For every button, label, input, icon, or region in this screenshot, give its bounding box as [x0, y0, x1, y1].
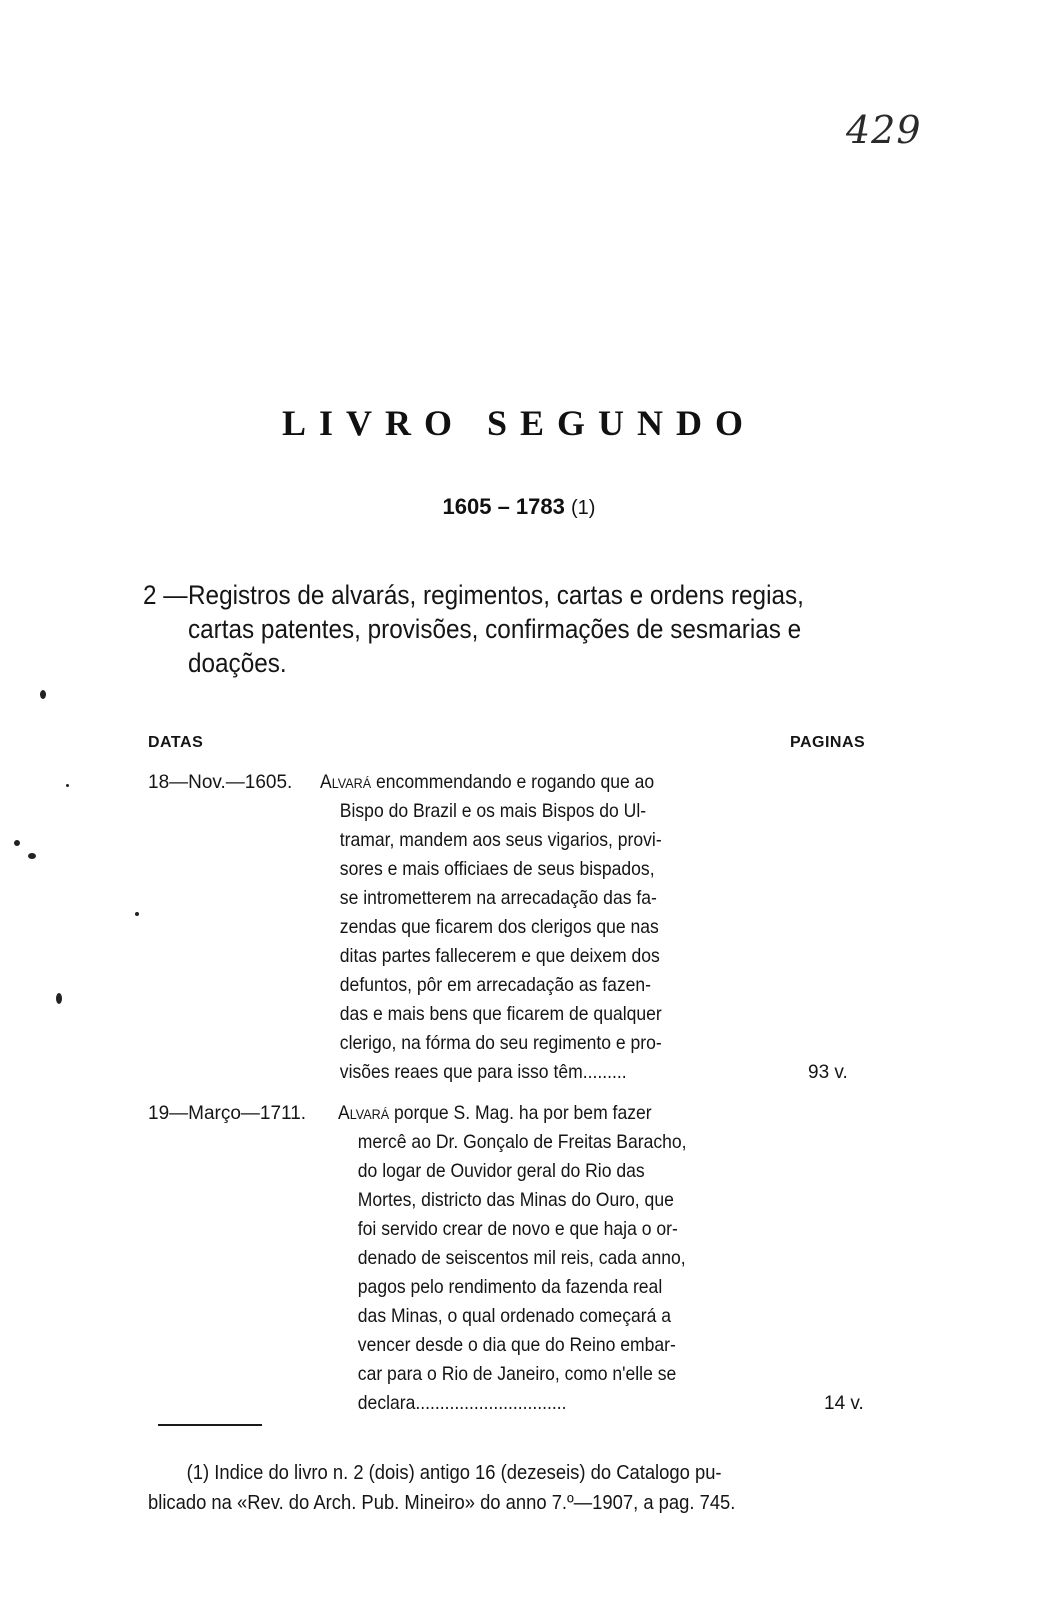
entry-line: das e mais bens que ficarem de qualquer	[339, 1003, 662, 1025]
section-heading-line: cartas patentes, provisões, confirmações de sesmarias e	[188, 614, 802, 644]
scan-speck	[28, 853, 36, 859]
entry-text	[338, 1099, 687, 1418]
footnote-divider	[158, 1424, 262, 1426]
entry-line: declara...............................	[357, 1392, 567, 1414]
scan-speck	[66, 784, 69, 787]
entry-line: denado de seiscentos mil reis, cada anno,	[357, 1247, 686, 1269]
entry-line: pagos pelo rendimento da fazenda real	[357, 1276, 663, 1298]
entry-line: foi servido crear de novo e que haja o or-	[357, 1218, 678, 1240]
column-header-pages: PAGINAS	[790, 734, 866, 751]
entry-line: Mortes, districto das Minas do Ouro, que	[357, 1189, 674, 1211]
entry-line: sores e mais officiaes de seus bispados,	[339, 858, 655, 880]
scan-speck	[14, 840, 20, 846]
entry-line: defuntos, pôr em arrecadação as fazen-	[339, 974, 652, 996]
entry-date: 18—Nov.—1605.	[148, 772, 293, 793]
entry-line: car para o Rio de Janeiro, como n'elle se	[357, 1363, 677, 1385]
scan-speck	[40, 690, 46, 699]
entry-line: vencer desde o dia que do Reino embar-	[357, 1334, 676, 1356]
entry-line: mercê ao Dr. Gonçalo de Freitas Baracho,	[357, 1131, 687, 1153]
entry-text	[320, 768, 662, 1087]
entry-line: visões reaes que para isso têm.........	[339, 1061, 627, 1083]
entry-page: 14 v.	[824, 1393, 864, 1414]
entry-line: Bispo do Brazil e os mais Bispos do Ul-	[339, 800, 647, 822]
footnote-line: (1) Indice do livro n. 2 (dois) antigo 16 (dezeseis) do Catalogo pu-	[186, 1462, 722, 1484]
date-range-years: 1605 – 1783	[442, 494, 565, 519]
entry-page: 93 v.	[808, 1062, 848, 1083]
scan-speck	[56, 993, 62, 1004]
column-header-dates: DATAS	[148, 734, 204, 751]
footnote-reference: (1)	[571, 497, 596, 519]
date-range	[0, 494, 1038, 520]
entry-line: se intrometterem na arrecadação das fa-	[339, 887, 657, 909]
section-heading	[143, 578, 875, 680]
scan-speck	[135, 912, 139, 916]
entry-line: ditas partes fallecerem e que deixem dos	[339, 945, 660, 967]
section-heading-line: Registros de alvarás, regimentos, cartas e ordens regias,	[188, 580, 804, 610]
entry-line: tramar, mandem aos seus vigarios, provi-	[339, 829, 662, 851]
entry-line: zendas que ficarem dos clerigos que nas	[339, 916, 659, 938]
entry-line: das Minas, o qual ordenado começará a	[357, 1305, 671, 1327]
entry-date: 19—Março—1711.	[148, 1103, 307, 1124]
entry-line: clerigo, na fórma do seu regimento e pro-	[339, 1032, 662, 1054]
entry-line: encommendando e rogando que ao	[371, 771, 655, 793]
section-number: 2 —	[143, 580, 188, 610]
handwritten-page-number: 429	[846, 108, 922, 152]
entry-keyword: Alvará	[320, 771, 372, 793]
entry-keyword: Alvará	[338, 1102, 390, 1124]
book-title: LIVRO SEGUNDO	[281, 403, 757, 443]
section-heading-line: doações.	[188, 648, 287, 678]
footnote-line: blicado na «Rev. do Arch. Pub. Mineiro» do anno 7.º—1907, a pag. 745.	[148, 1492, 736, 1514]
entry-line: do logar de Ouvidor geral do Rio das	[357, 1160, 645, 1182]
footnote	[148, 1458, 735, 1518]
entry-line: porque S. Mag. ha por bem fazer	[389, 1102, 652, 1124]
